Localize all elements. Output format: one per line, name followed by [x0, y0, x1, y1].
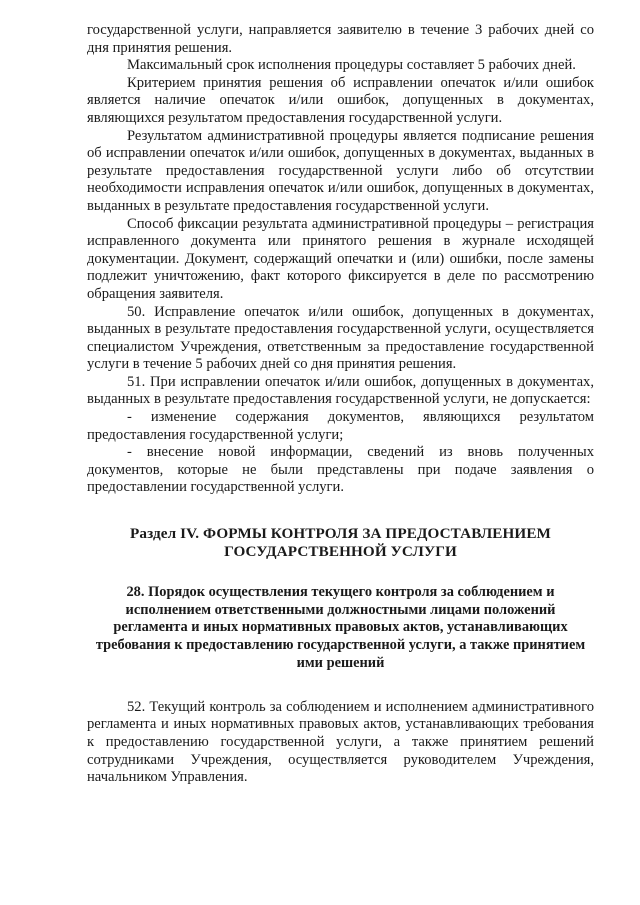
paragraph-fixation: Способ фиксации результата административной процедуры – регистрация исправленного документа или принятого решения в журнале исходящей документации. Документ, содержащий опечатки и (или) ошибки, после замены подлежит уничтожению, факт которого фиксируется в деле по рассмотрению обращения заявителя. — [87, 215, 594, 302]
section-title: Раздел IV. ФОРМЫ КОНТРОЛЯ ЗА ПРЕДОСТАВЛЕНИЕМ ГОСУДАРСТВЕННОЙ УСЛУГИ — [130, 525, 551, 561]
paragraph-criterion: Критерием принятия решения об исправлении опечаток и/или ошибок является наличие опечаток и/или ошибок, допущенных в документах, являющихся результатом предоставления государственной услуги. — [87, 74, 594, 126]
paragraph-result: Результатом административной процедуры является подписание решения об исправлении опечаток и/или ошибок, допущенных в документах, выданных в результате предоставления государственной услуги либо об отсутствии необходимости исправления опечаток и/или ошибок, допущенных в документах, выданных в результате предоставления государственной услуги. — [87, 127, 594, 214]
paragraph-continuation: государственной услуги, направляется заявителю в течение 3 рабочих дней со дня принятия решения. — [87, 22, 594, 56]
paragraph-52: 52. Текущий контроль за соблюдением и исполнением административного регламента и иных нормативных правовых актов, устанавливающих требования к предоставлению государственной услуги, а также принятием решений сотрудниками Учреждения, осуществляется руководителем Учреждения, начальником Управления. — [87, 698, 594, 786]
subsection-title: 28. Порядок осуществления текущего контроля за соблюдением и исполнением ответственными должностными лицами положений регламента и иных нормативных правовых актов, устанавливающих требования к предоставлению государственной услуги, а также принятием ими решений — [95, 583, 586, 672]
paragraph-51: 51. При исправлении опечаток и/или ошибок, допущенных в документах, выданных в результате предоставления государственной услуги, не допускается: — [87, 373, 594, 408]
paragraph-50: 50. Исправление опечаток и/или ошибок, допущенных в документах, выданных в результате предоставления государственной услуги, осуществляется специалистом Учреждения, ответственным за предоставление государственной услуги в течение 5 рабочих дней со дня принятия решения. — [87, 303, 594, 373]
paragraph-max-term: Максимальный срок исполнения процедуры составляет 5 рабочих дней. — [127, 57, 576, 74]
list-item-change-content: - изменение содержания документов, являющихся результатом предоставления государственной услуги; — [87, 409, 594, 443]
list-item-new-info: - внесение новой информации, сведений из вновь полученных документов, которые не были представлены при подаче заявления о предоставлении государственной услуги. — [87, 444, 594, 496]
